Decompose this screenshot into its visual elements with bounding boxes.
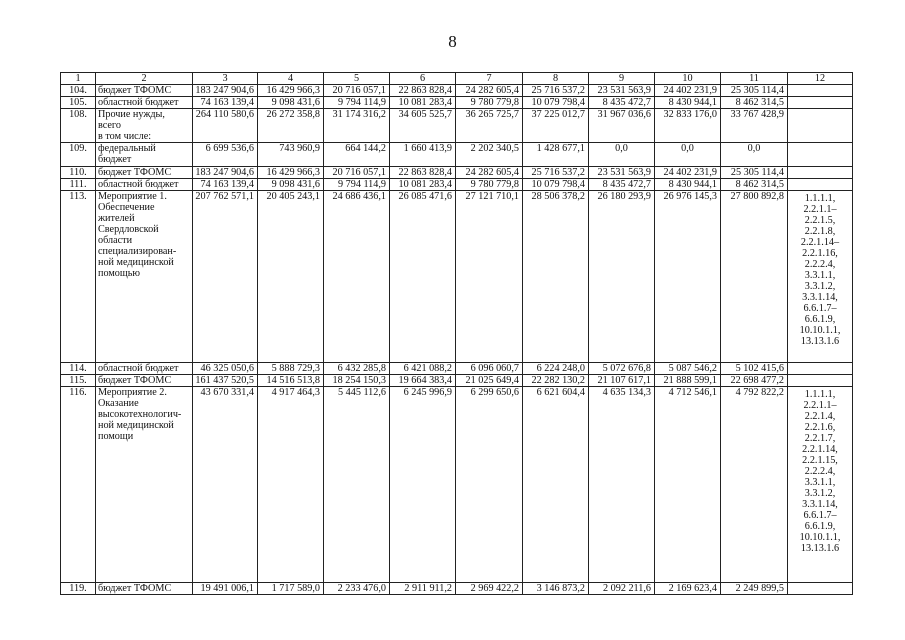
header-cell: 11 [721, 73, 788, 85]
row-name-line: помощи [98, 431, 134, 442]
value-cell: 9 098 431,6 [258, 179, 324, 191]
value-cell: 0,0 [721, 143, 788, 167]
value-cell: 20 405 243,1 [258, 191, 324, 363]
code-line: 1.1.1.1, [804, 389, 836, 400]
value-cell: 23 531 563,9 [589, 167, 655, 179]
value-cell: 22 863 828,4 [390, 167, 456, 179]
value-cell: 3 146 873,2 [523, 583, 589, 595]
header-cell: 3 [193, 73, 258, 85]
value-cell: 16 429 966,3 [258, 85, 324, 97]
codes-cell [788, 375, 853, 387]
row-name-line: областной бюджет [98, 363, 179, 374]
value-cell: 10 079 798,4 [523, 97, 589, 109]
value-cell: 8 462 314,5 [721, 179, 788, 191]
value-cell: 6 432 285,8 [324, 363, 390, 375]
value-cell: 14 516 513,8 [258, 375, 324, 387]
table-row [61, 191, 853, 363]
value-cell: 664 144,2 [324, 143, 390, 167]
value-cell: 0,0 [589, 143, 655, 167]
value-cell: 183 247 904,6 [193, 85, 258, 97]
code-line: 2.2.1.4, [804, 411, 836, 422]
table-row [61, 375, 853, 387]
row-name [96, 97, 193, 109]
header-cell: 1 [61, 73, 96, 85]
row-name-line: бюджет [98, 154, 132, 165]
code-line: 2.2.2.4, [804, 259, 836, 270]
table-row [61, 167, 853, 179]
value-cell: 18 254 150,3 [324, 375, 390, 387]
code-line: 3.3.1.2, [804, 488, 836, 499]
value-cell: 2 233 476,0 [324, 583, 390, 595]
value-cell: 16 429 966,3 [258, 167, 324, 179]
row-name-line: помощью [98, 268, 140, 279]
header-cell: 2 [96, 73, 193, 85]
value-cell: 1 660 413,9 [390, 143, 456, 167]
value-cell: 5 888 729,3 [258, 363, 324, 375]
row-number: 114. [61, 363, 96, 375]
value-cell: 10 079 798,4 [523, 179, 589, 191]
header-cell: 5 [324, 73, 390, 85]
row-name-line: жителей [98, 213, 135, 224]
value-cell: 183 247 904,6 [193, 167, 258, 179]
codes-cell [788, 191, 853, 363]
value-cell: 24 686 436,1 [324, 191, 390, 363]
row-name-line: в том числе: [98, 131, 152, 142]
value-cell: 6 421 088,2 [390, 363, 456, 375]
table-row [61, 109, 853, 143]
value-cell: 2 092 211,6 [589, 583, 655, 595]
value-cell: 6 096 060,7 [456, 363, 523, 375]
row-name-line: бюджет ТФОМС [98, 167, 172, 178]
budget-table [60, 72, 853, 595]
code-line: 13.13.1.6 [800, 336, 840, 347]
code-line: 6.6.1.9, [804, 521, 836, 532]
row-number: 115. [61, 375, 96, 387]
row-name [96, 191, 193, 363]
table-row [61, 363, 853, 375]
code-line: 3.3.1.1, [804, 270, 836, 281]
value-cell: 32 833 176,0 [655, 109, 721, 143]
row-name [96, 387, 193, 583]
code-line: 6.6.1.9, [804, 314, 836, 325]
value-cell: 28 506 378,2 [523, 191, 589, 363]
row-name-line: Свердловской [98, 224, 159, 235]
value-cell: 24 282 605,4 [456, 85, 523, 97]
code-line: 3.3.1.2, [804, 281, 836, 292]
value-cell: 22 282 130,2 [523, 375, 589, 387]
value-cell: 2 911 911,2 [390, 583, 456, 595]
code-line: 13.13.1.6 [800, 543, 840, 554]
row-name-line: бюджет ТФОМС [98, 85, 172, 96]
row-name-line: федеральный [98, 143, 156, 154]
value-cell: 6 699 536,6 [193, 143, 258, 167]
row-name-line: ной медицинской [98, 257, 174, 268]
value-cell: 6 224 248,0 [523, 363, 589, 375]
row-name [96, 85, 193, 97]
row-name-line: бюджет ТФОМС [98, 375, 172, 386]
value-cell: 4 792 822,2 [721, 387, 788, 583]
code-line: 1.1.1.1, [804, 193, 836, 204]
row-name [96, 109, 193, 143]
value-cell: 2 169 623,4 [655, 583, 721, 595]
codes-cell [788, 363, 853, 375]
page-number: 8 [448, 32, 457, 51]
row-name-line: Мероприятие 2. [98, 387, 167, 398]
value-cell: 34 605 525,7 [390, 109, 456, 143]
code-line: 2.2.1.14– [800, 237, 840, 248]
code-line: 2.2.1.1– [803, 400, 837, 411]
value-cell: 26 272 358,8 [258, 109, 324, 143]
row-name-line: областной бюджет [98, 179, 179, 190]
row-number: 108. [61, 109, 96, 143]
row-number: 119. [61, 583, 96, 595]
value-cell: 1 428 677,1 [523, 143, 589, 167]
row-name [96, 167, 193, 179]
value-cell: 33 767 428,9 [721, 109, 788, 143]
value-cell: 5 087 546,2 [655, 363, 721, 375]
code-line: 2.2.2.4, [804, 466, 836, 477]
code-line: 3.3.1.14, [802, 499, 838, 510]
value-cell: 21 107 617,1 [589, 375, 655, 387]
row-number: 111. [61, 179, 96, 191]
row-number: 109. [61, 143, 96, 167]
value-cell: 24 282 605,4 [456, 167, 523, 179]
code-line: 2.2.1.14, [802, 444, 838, 455]
value-cell: 9 794 114,9 [324, 179, 390, 191]
value-cell: 264 110 580,6 [193, 109, 258, 143]
value-cell: 8 430 944,1 [655, 179, 721, 191]
table-row [61, 583, 853, 595]
value-cell: 9 780 779,8 [456, 179, 523, 191]
value-cell: 37 225 012,7 [523, 109, 589, 143]
header-cell: 9 [589, 73, 655, 85]
value-cell: 22 863 828,4 [390, 85, 456, 97]
table-row [61, 387, 853, 583]
row-name [96, 143, 193, 167]
value-cell: 25 716 537,2 [523, 167, 589, 179]
table-row [61, 143, 853, 167]
code-line: 2.2.1.1– [803, 204, 837, 215]
value-cell: 26 180 293,9 [589, 191, 655, 363]
value-cell: 6 299 650,6 [456, 387, 523, 583]
row-name-line: специализирован- [98, 246, 177, 257]
value-cell: 21 025 649,4 [456, 375, 523, 387]
value-cell: 9 098 431,6 [258, 97, 324, 109]
value-cell: 8 435 472,7 [589, 179, 655, 191]
row-name [96, 179, 193, 191]
value-cell: 10 081 283,4 [390, 179, 456, 191]
row-name-line: всего [98, 120, 121, 131]
value-cell: 6 621 604,4 [523, 387, 589, 583]
code-line: 3.3.1.14, [802, 292, 838, 303]
codes-cell [788, 387, 853, 583]
header-cell: 8 [523, 73, 589, 85]
table-row [61, 97, 853, 109]
codes-cell [788, 85, 853, 97]
value-cell: 4 635 134,3 [589, 387, 655, 583]
value-cell: 0,0 [655, 143, 721, 167]
row-name-line: Обеспечение [98, 202, 155, 213]
value-cell: 8 462 314,5 [721, 97, 788, 109]
row-name [96, 363, 193, 375]
value-cell: 25 716 537,2 [523, 85, 589, 97]
value-cell: 26 085 471,6 [390, 191, 456, 363]
codes-cell [788, 143, 853, 167]
code-line: 2.2.1.8, [804, 226, 836, 237]
value-cell: 2 249 899,5 [721, 583, 788, 595]
value-cell: 74 163 139,4 [193, 179, 258, 191]
value-cell: 2 969 422,2 [456, 583, 523, 595]
codes-cell [788, 583, 853, 595]
value-cell: 19 491 006,1 [193, 583, 258, 595]
header-row [61, 73, 853, 85]
value-cell: 23 531 563,9 [589, 85, 655, 97]
table-row [61, 179, 853, 191]
value-cell: 5 445 112,6 [324, 387, 390, 583]
value-cell: 31 174 316,2 [324, 109, 390, 143]
value-cell: 10 081 283,4 [390, 97, 456, 109]
row-name [96, 583, 193, 595]
value-cell: 46 325 050,6 [193, 363, 258, 375]
value-cell: 5 102 415,6 [721, 363, 788, 375]
value-cell: 161 437 520,5 [193, 375, 258, 387]
header-cell: 4 [258, 73, 324, 85]
code-line: 6.6.1.7– [803, 303, 837, 314]
value-cell: 24 402 231,9 [655, 85, 721, 97]
value-cell: 20 716 057,1 [324, 167, 390, 179]
code-line: 2.2.1.6, [804, 422, 836, 433]
code-line: 2.2.1.7, [804, 433, 836, 444]
code-line: 10.10.1.1, [799, 325, 841, 336]
code-line: 3.3.1.1, [804, 477, 836, 488]
header-cell: 7 [456, 73, 523, 85]
row-name-line: Мероприятие 1. [98, 191, 167, 202]
value-cell: 24 402 231,9 [655, 167, 721, 179]
table-row [61, 85, 853, 97]
value-cell: 25 305 114,4 [721, 85, 788, 97]
value-cell: 1 717 589,0 [258, 583, 324, 595]
value-cell: 21 888 599,1 [655, 375, 721, 387]
header-cell: 6 [390, 73, 456, 85]
row-name-line: Прочие нужды, [98, 109, 165, 120]
row-number: 105. [61, 97, 96, 109]
row-number: 113. [61, 191, 96, 363]
codes-cell [788, 97, 853, 109]
value-cell: 4 712 546,1 [655, 387, 721, 583]
value-cell: 27 800 892,8 [721, 191, 788, 363]
codes-cell [788, 109, 853, 143]
value-cell: 31 967 036,6 [589, 109, 655, 143]
row-name-line: областной бюджет [98, 97, 179, 108]
row-name-line: бюджет ТФОМС [98, 583, 172, 594]
value-cell: 207 762 571,1 [193, 191, 258, 363]
value-cell: 20 716 057,1 [324, 85, 390, 97]
row-number: 104. [61, 85, 96, 97]
value-cell: 26 976 145,3 [655, 191, 721, 363]
value-cell: 5 072 676,8 [589, 363, 655, 375]
codes-cell [788, 179, 853, 191]
value-cell: 19 664 383,4 [390, 375, 456, 387]
code-line: 6.6.1.7– [803, 510, 837, 521]
value-cell: 43 670 331,4 [193, 387, 258, 583]
value-cell: 4 917 464,3 [258, 387, 324, 583]
value-cell: 6 245 996,9 [390, 387, 456, 583]
value-cell: 743 960,9 [258, 143, 324, 167]
value-cell: 25 305 114,4 [721, 167, 788, 179]
value-cell: 8 430 944,1 [655, 97, 721, 109]
row-number: 116. [61, 387, 96, 583]
row-name-line: Оказание [98, 398, 139, 409]
row-name [96, 375, 193, 387]
code-line: 10.10.1.1, [799, 532, 841, 543]
code-line: 2.2.1.16, [802, 248, 838, 259]
value-cell: 8 435 472,7 [589, 97, 655, 109]
code-line: 2.2.1.5, [804, 215, 836, 226]
row-name-line: области [98, 235, 133, 246]
codes-cell [788, 167, 853, 179]
value-cell: 9 794 114,9 [324, 97, 390, 109]
value-cell: 9 780 779,8 [456, 97, 523, 109]
code-line: 2.2.1.15, [802, 455, 838, 466]
row-number: 110. [61, 167, 96, 179]
value-cell: 74 163 139,4 [193, 97, 258, 109]
header-cell: 10 [655, 73, 721, 85]
value-cell: 22 698 477,2 [721, 375, 788, 387]
value-cell: 2 202 340,5 [456, 143, 523, 167]
value-cell: 27 121 710,1 [456, 191, 523, 363]
header-cell: 12 [788, 73, 853, 85]
value-cell: 36 265 725,7 [456, 109, 523, 143]
row-name-line: высокотехнологич- [98, 409, 182, 420]
row-name-line: ной медицинской [98, 420, 174, 431]
